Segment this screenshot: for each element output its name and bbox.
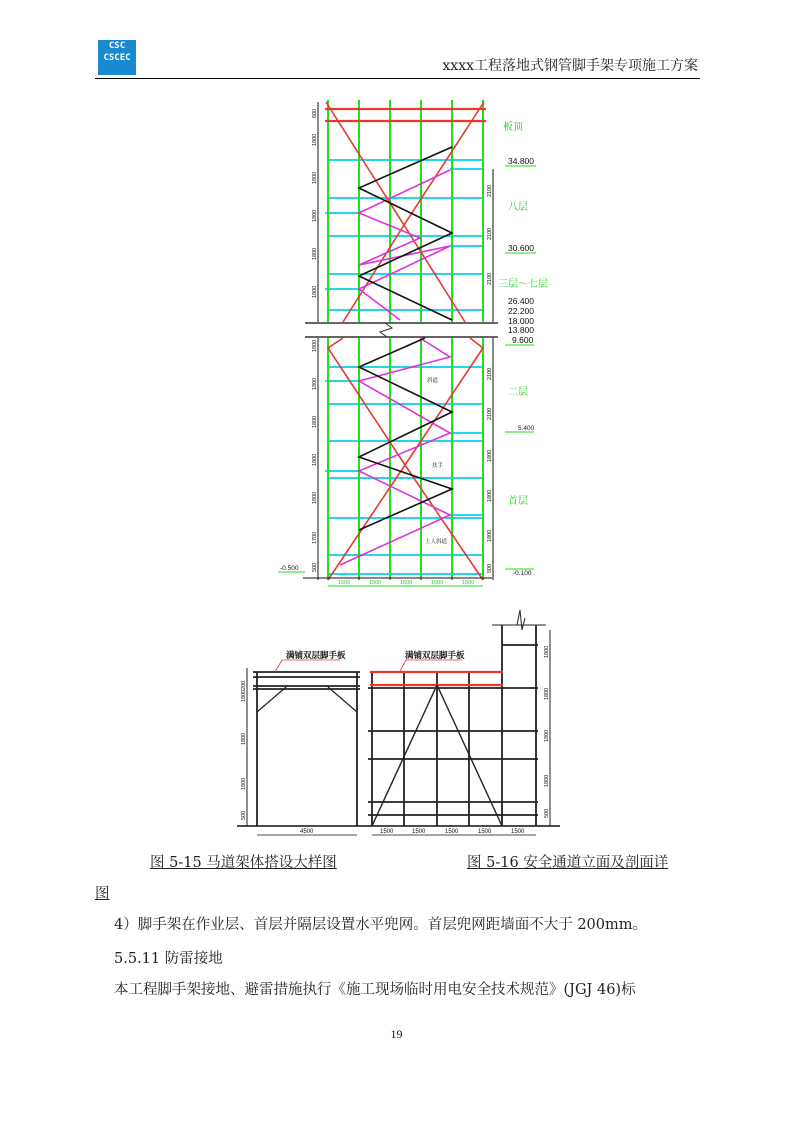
svg-text:13.800: 13.800 [508, 325, 534, 335]
svg-text:1800: 1800 [312, 415, 318, 428]
svg-text:1800: 1800 [312, 339, 318, 352]
svg-text:1500: 1500 [511, 829, 525, 835]
svg-text:1800: 1800 [241, 732, 247, 745]
body-paragraph-safety-net: 4）脚手架在作业层、首层并隔层设置水平兜网。首层兜网距墙面不大于 200mm。 [114, 917, 648, 933]
svg-text:18.000: 18.000 [508, 316, 534, 326]
svg-text:板顶: 板顶 [503, 122, 523, 133]
body-paragraph-grounding: 本工程脚手架接地、避雷措施执行《施工现场临时用电安全技术规范》(JGJ 46)标 [114, 982, 636, 998]
svg-text:扶手: 扶手 [432, 463, 444, 469]
svg-text:三层～七层: 三层～七层 [498, 279, 548, 290]
svg-text:1500: 1500 [338, 580, 351, 586]
svg-text:1800: 1800 [312, 209, 318, 222]
svg-text:2100: 2100 [487, 272, 493, 285]
company-logo [98, 40, 136, 75]
svg-text:1500: 1500 [478, 829, 492, 835]
svg-text:1500: 1500 [412, 829, 426, 835]
svg-text:2100: 2100 [487, 407, 493, 420]
svg-text:1800: 1800 [487, 529, 493, 542]
svg-text:二层: 二层 [508, 387, 528, 398]
svg-text:1800: 1800 [312, 453, 318, 466]
svg-text:1800: 1800 [312, 247, 318, 260]
svg-text:9.600: 9.600 [512, 335, 534, 345]
svg-text:1800: 1800 [487, 489, 493, 502]
svg-text:1700: 1700 [312, 531, 318, 544]
svg-text:1800: 1800 [544, 645, 550, 658]
svg-text:满铺双层脚手板: 满铺双层脚手板 [286, 650, 346, 660]
svg-text:1800: 1800 [487, 449, 493, 462]
logo-line-1: CSC [108, 41, 126, 51]
page-number: 19 [390, 1027, 403, 1041]
figure-5-16-caption: 图 5-16 安全通道立面及剖面详 [467, 855, 669, 871]
page-header [95, 38, 700, 79]
figure-5-15-ramp-scaffold-diagram [270, 95, 570, 595]
svg-text:2100: 2100 [487, 227, 493, 240]
svg-text:1800: 1800 [241, 777, 247, 790]
svg-text:-0.100: -0.100 [513, 570, 532, 577]
svg-text:2100: 2100 [487, 367, 493, 380]
svg-text:26.400: 26.400 [508, 296, 534, 306]
svg-text:首层: 首层 [508, 496, 528, 507]
svg-text:1500: 1500 [380, 829, 394, 835]
svg-text:200: 200 [241, 680, 247, 690]
svg-text:1800: 1800 [312, 377, 318, 390]
figure-5-16-safety-channel-diagram [235, 600, 570, 845]
svg-text:500: 500 [241, 810, 247, 820]
svg-text:1500: 1500 [369, 580, 382, 586]
svg-text:1800: 1800 [312, 133, 318, 146]
svg-text:600: 600 [312, 108, 318, 118]
svg-text:1800: 1800 [312, 285, 318, 298]
svg-text:500: 500 [544, 808, 550, 818]
section-heading-lightning-protection: 5.5.11 防雷接地 [114, 951, 223, 967]
svg-text:1500: 1500 [445, 829, 459, 835]
svg-text:-0.500: -0.500 [280, 565, 299, 572]
svg-text:30.600: 30.600 [508, 243, 534, 253]
svg-text:4500: 4500 [300, 829, 314, 835]
svg-text:1800: 1800 [544, 687, 550, 700]
svg-text:500: 500 [312, 562, 318, 572]
svg-text:1500: 1500 [431, 580, 444, 586]
svg-text:1800: 1800 [544, 774, 550, 787]
document-title: xxxx工程落地式钢管脚手架专项施工方案 [442, 58, 698, 74]
svg-text:八层: 八层 [508, 202, 528, 213]
svg-text:1800: 1800 [241, 689, 247, 702]
svg-text:上人斜道: 上人斜道 [425, 539, 448, 545]
logo-line-2: CSCEC [103, 53, 131, 63]
svg-text:22.200: 22.200 [508, 306, 534, 316]
svg-text:2100: 2100 [487, 184, 493, 197]
svg-text:1800: 1800 [544, 729, 550, 742]
svg-text:5.400: 5.400 [518, 425, 535, 432]
svg-text:1800: 1800 [312, 491, 318, 504]
figure-5-16-caption-wrap: 图 [95, 886, 110, 902]
svg-text:1500: 1500 [400, 580, 413, 586]
svg-text:34.800: 34.800 [508, 156, 534, 166]
svg-text:1800: 1800 [312, 171, 318, 184]
svg-text:1500: 1500 [462, 580, 475, 586]
svg-text:500: 500 [487, 563, 493, 573]
figure-5-15-caption: 图 5-15 马道架体搭设大样图 [150, 855, 337, 871]
svg-text:满铺双层脚手板: 满铺双层脚手板 [405, 650, 465, 660]
svg-text:斜道: 斜道 [427, 378, 439, 384]
